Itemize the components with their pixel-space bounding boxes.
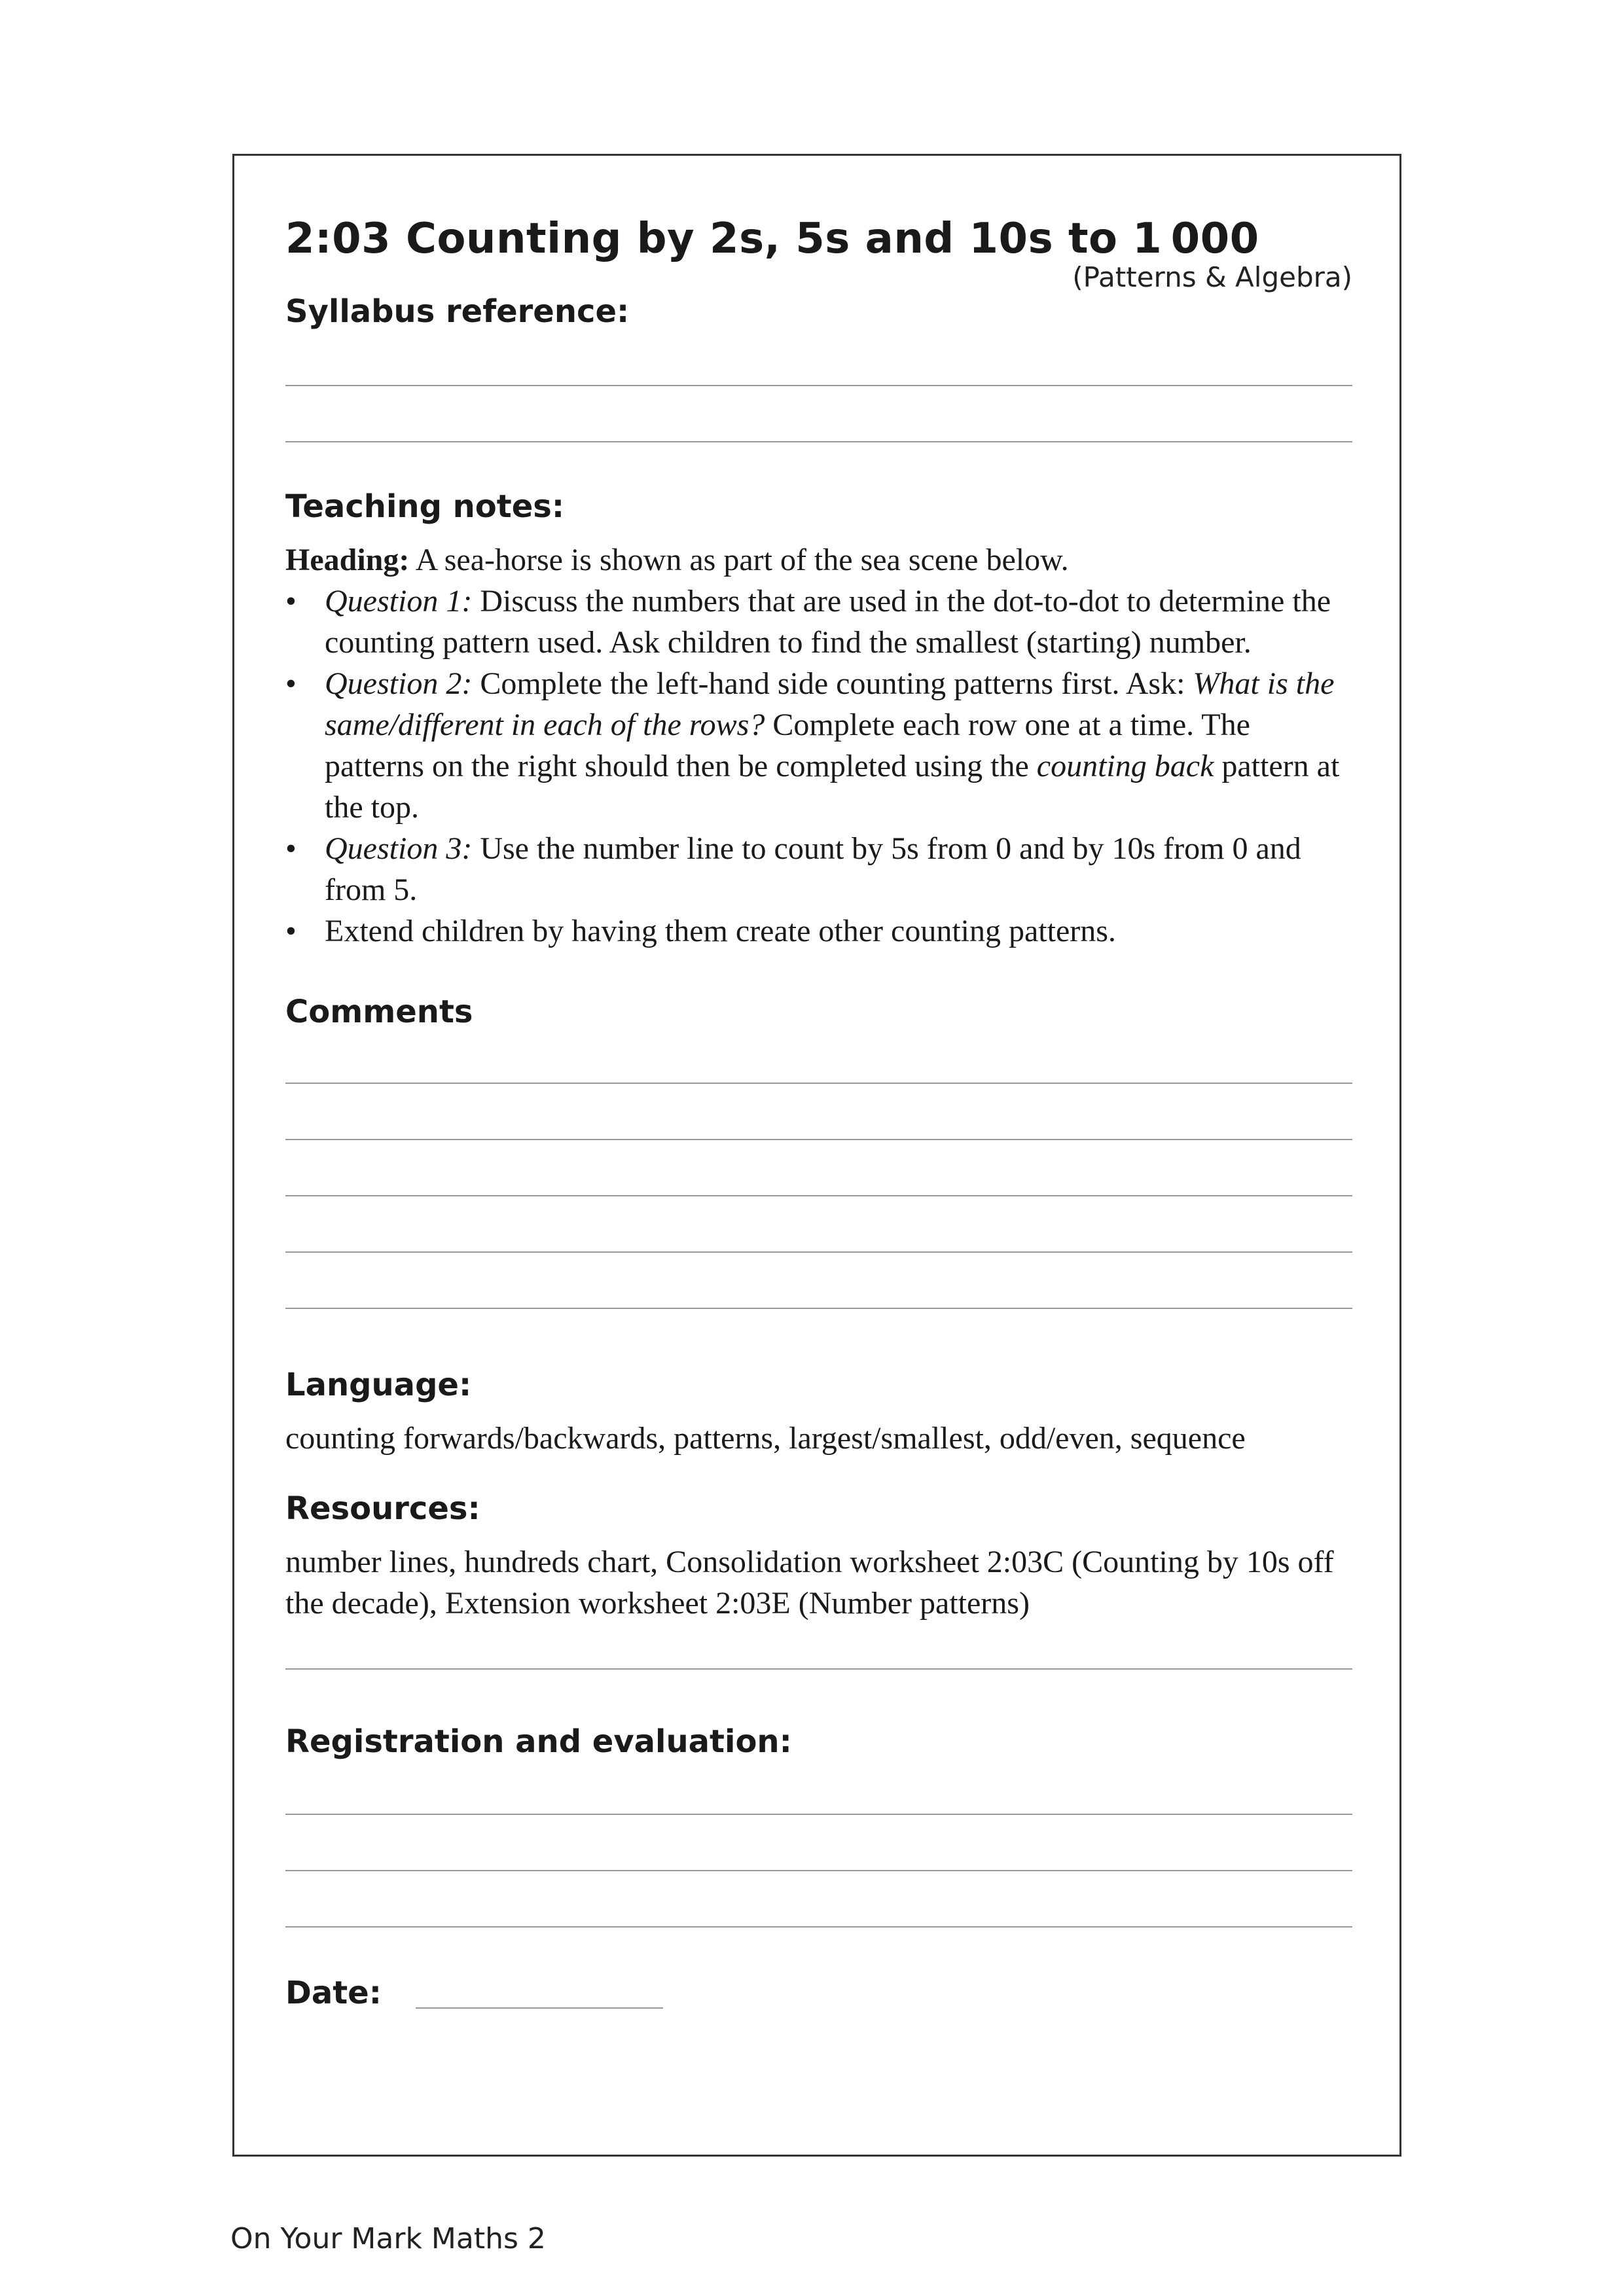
footer-book-title: On Your Mark Maths 2	[230, 2222, 546, 2255]
q3-text: Use the number line to count by 5s from 0 and by 10s from 0 and from 5.	[325, 831, 1301, 907]
q2-text-b: Complete each row one at a time. The patterns on the right should then be completed using the	[325, 708, 1250, 783]
language-heading: Language:	[285, 1367, 472, 1403]
q3-label: Question 3:	[325, 831, 473, 866]
extend-text: Extend children by having them create other counting patterns.	[325, 914, 1116, 948]
comments-heading: Comments	[285, 994, 473, 1030]
q1-label: Question 1:	[325, 584, 473, 619]
list-item	[285, 828, 1352, 910]
teaching-intro	[285, 539, 1352, 581]
page-title: 2:03 Counting by 2s, 5s and 10s to 1 000	[285, 215, 1259, 263]
language-text: counting forwards/backwards, patterns, largest/smallest, odd/even, sequence	[285, 1421, 1246, 1456]
date-write-line[interactable]	[416, 2007, 663, 2009]
intro-text: A sea-horse is shown as part of the sea scene below.	[409, 543, 1069, 577]
date-label: Date:	[285, 1975, 382, 2011]
resources-heading: Resources:	[285, 1490, 480, 1527]
syllabus-heading: Syllabus reference:	[285, 293, 630, 330]
teaching-bullets	[285, 581, 1352, 952]
list-item	[285, 663, 1352, 828]
intro-label: Heading:	[285, 543, 410, 577]
strand-label: (Patterns & Algebra)	[1072, 261, 1352, 293]
q1-text: Discuss the numbers that are used in the dot-to-dot to determine the counting pattern used. Ask children to find the smallest (starting) number.	[325, 584, 1331, 660]
date-row	[285, 1973, 1352, 2013]
q2-italic: What is the same/different in each of the rows?	[325, 666, 1335, 742]
q2-text-a: Complete the left-hand side counting patterns first. Ask:	[472, 666, 1193, 701]
teacher-notes-sheet	[285, 209, 1352, 2013]
registration-heading: Registration and evaluation:	[285, 1723, 792, 1760]
q2-italic-b: counting back	[1036, 749, 1214, 783]
resources-text: number lines, hundreds chart, Consolidation worksheet 2:03C (Counting by 10s off the decade), Extension worksheet 2:03E (Number patterns)	[285, 1545, 1334, 1621]
list-item	[285, 581, 1352, 663]
q2-text-c: pattern at the top.	[325, 749, 1340, 825]
q2-label: Question 2:	[325, 666, 473, 701]
teaching-notes-heading: Teaching notes:	[285, 488, 565, 525]
list-item	[285, 910, 1352, 952]
